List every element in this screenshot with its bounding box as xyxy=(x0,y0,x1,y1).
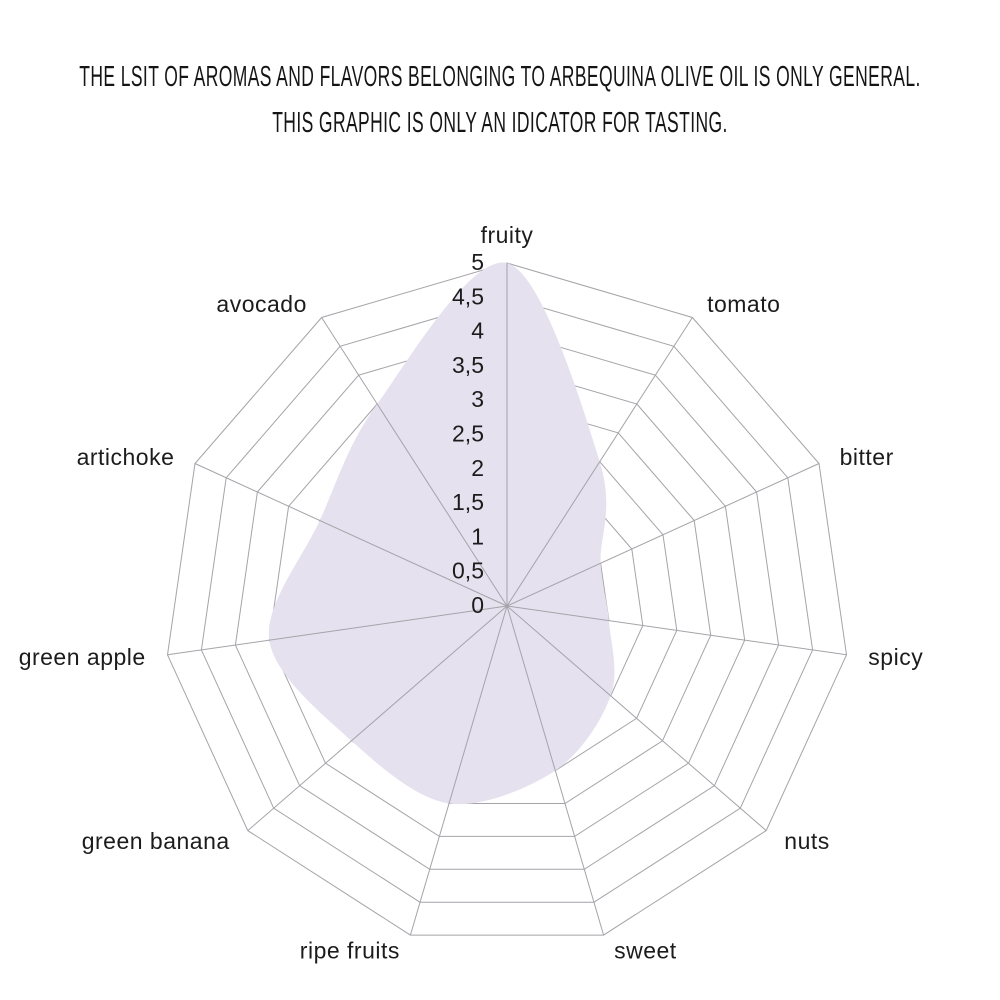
category-label-green-banana: green banana xyxy=(81,828,230,855)
category-label-artichoke: artichoke xyxy=(76,443,175,470)
radar-data-area xyxy=(269,262,615,804)
disclaimer-line-1: THE LSIT OF AROMAS AND FLAVORS BELONGING TO ARBEQUINA OLIVE OIL IS ONLY GENERAL. xyxy=(79,60,921,93)
category-label-nuts: nuts xyxy=(784,828,830,855)
category-label-bitter: bitter xyxy=(839,443,894,470)
axis-tick-label: 0,5 xyxy=(452,557,484,584)
category-label-green-apple: green apple xyxy=(18,644,146,671)
category-label-sweet: sweet xyxy=(614,937,677,964)
axis-tick-label: 5 xyxy=(471,249,484,275)
axis-tick-label: 1,5 xyxy=(452,489,484,516)
category-label-fruity: fruity xyxy=(480,222,534,248)
radar-axis-ticks xyxy=(452,249,484,618)
disclaimer-line-2: THIS GRAPHIC IS ONLY AN IDICATOR FOR TASTING. xyxy=(272,106,728,139)
category-label-spicy: spicy xyxy=(868,644,924,671)
axis-tick-label: 4,5 xyxy=(452,283,484,310)
axis-tick-label: 2,5 xyxy=(452,420,484,447)
axis-tick-label: 0 xyxy=(471,592,484,618)
radar-spokes xyxy=(168,263,847,935)
axis-tick-label: 3 xyxy=(471,386,484,413)
category-label-avocado: avocado xyxy=(216,291,307,317)
category-label-tomato: tomato xyxy=(707,291,781,317)
axis-tick-label: 3,5 xyxy=(452,351,484,378)
category-label-ripe-fruits: ripe fruits xyxy=(299,937,400,964)
axis-tick-label: 2 xyxy=(471,454,484,481)
axis-tick-label: 1 xyxy=(471,523,484,550)
axis-tick-label: 4 xyxy=(471,317,484,344)
